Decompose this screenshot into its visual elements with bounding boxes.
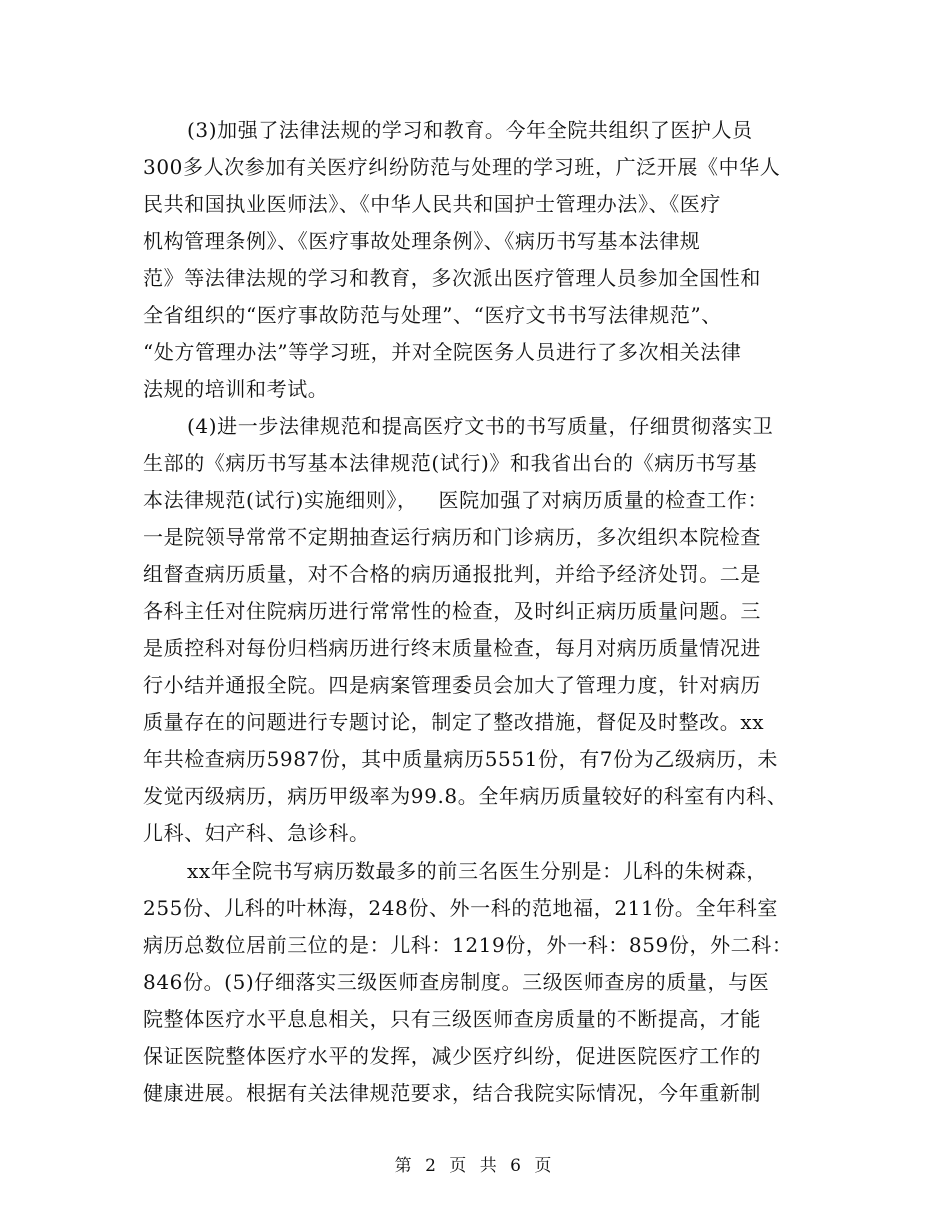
text-line: (4)进一步法律规范和提高医疗文书的书写质量，仔细贯彻落实卫 — [187, 414, 774, 438]
text-line: 院整体医疗水平息息相关，只有三级医师查房质量的不断提高，才能 — [143, 1007, 761, 1031]
text-line: 健康进展。根据有关法律规范要求，结合我院实际情况，今年重新制 — [143, 1081, 761, 1105]
text-line: xx年全院书写病历数最多的前三名医生分别是：儿科的朱树森， — [187, 859, 767, 883]
text-line: 民共和国执业医师法》、《中华人民共和国护士管理办法》、《医疗 — [143, 192, 721, 216]
text-line: 生部的《病历书写基本法律规范(试行)》和我省出台的《病历书写基 — [143, 451, 758, 475]
page-number-footer: 第 2 页 共 6 页 — [394, 1156, 556, 1176]
text-line: 保证医院整体医疗水平的发挥，减少医疗纠纷，促进医院医疗工作的 — [143, 1044, 761, 1068]
text-line: 本法律规范(试行)实施细则》， 医院加强了对病历质量的检查工作： — [143, 488, 769, 512]
text-line: 255份、儿科的叶林海，248份、外一科的范地福，211份。全年科室 — [143, 896, 778, 920]
text-line: 发觉丙级病历，病历甲级率为99.8。全年病历质量较好的科室有内科、 — [143, 784, 788, 808]
text-line: “处方管理办法”等学习班，并对全院医务人员进行了多次相关法律 — [143, 340, 742, 364]
text-line: 儿科、妇产科、急诊科。 — [143, 821, 370, 845]
text-line: 组督查病历质量，对不合格的病历通报批判，并给予经济处罚。二是 — [143, 562, 761, 586]
text-line: (3)加强了法律法规的学习和教育。今年全院共组织了医护人员 — [187, 118, 753, 142]
text-line: 全省组织的“医疗事故防范与处理”、“医疗文书书写法律规范”、 — [143, 303, 722, 327]
text-line: 各科主任对住院病历进行常常性的检查，及时纠正病历质量问题。三 — [143, 599, 761, 623]
text-line: 年共检查病历5987份，其中质量病历5551份，有7份为乙级病历，未 — [143, 747, 778, 771]
text-line: 法规的培训和考试。 — [143, 377, 329, 401]
text-line: 一是院领导常常不定期抽查运行病历和门诊病历，多次组织本院检查 — [143, 525, 761, 549]
text-line: 300多人次参加有关医疗纠纷防范与处理的学习班，广泛开展《中华人 — [143, 155, 781, 179]
text-line: 行小结并通报全院。四是病案管理委员会加大了管理力度，针对病历 — [143, 673, 761, 697]
text-line: 病历总数位居前三位的是：儿科：1219份，外一科：859份，外二科： — [143, 933, 793, 957]
text-line: 846份。(5)仔细落实三级医师查房制度。三级医师查房的质量，与医 — [143, 970, 770, 994]
text-line: 机构管理条例》、《医疗事故处理条例》、《病历书写基本法律规 — [143, 229, 701, 253]
text-line: 范》等法律法规的学习和教育，多次派出医疗管理人员参加全国性和 — [143, 266, 761, 290]
text-line: 是质控科对每份归档病历进行终末质量检查，每月对病历质量情况进 — [143, 636, 761, 660]
text-line: 质量存在的问题进行专题讨论，制定了整改措施，督促及时整改。xx — [143, 710, 765, 734]
